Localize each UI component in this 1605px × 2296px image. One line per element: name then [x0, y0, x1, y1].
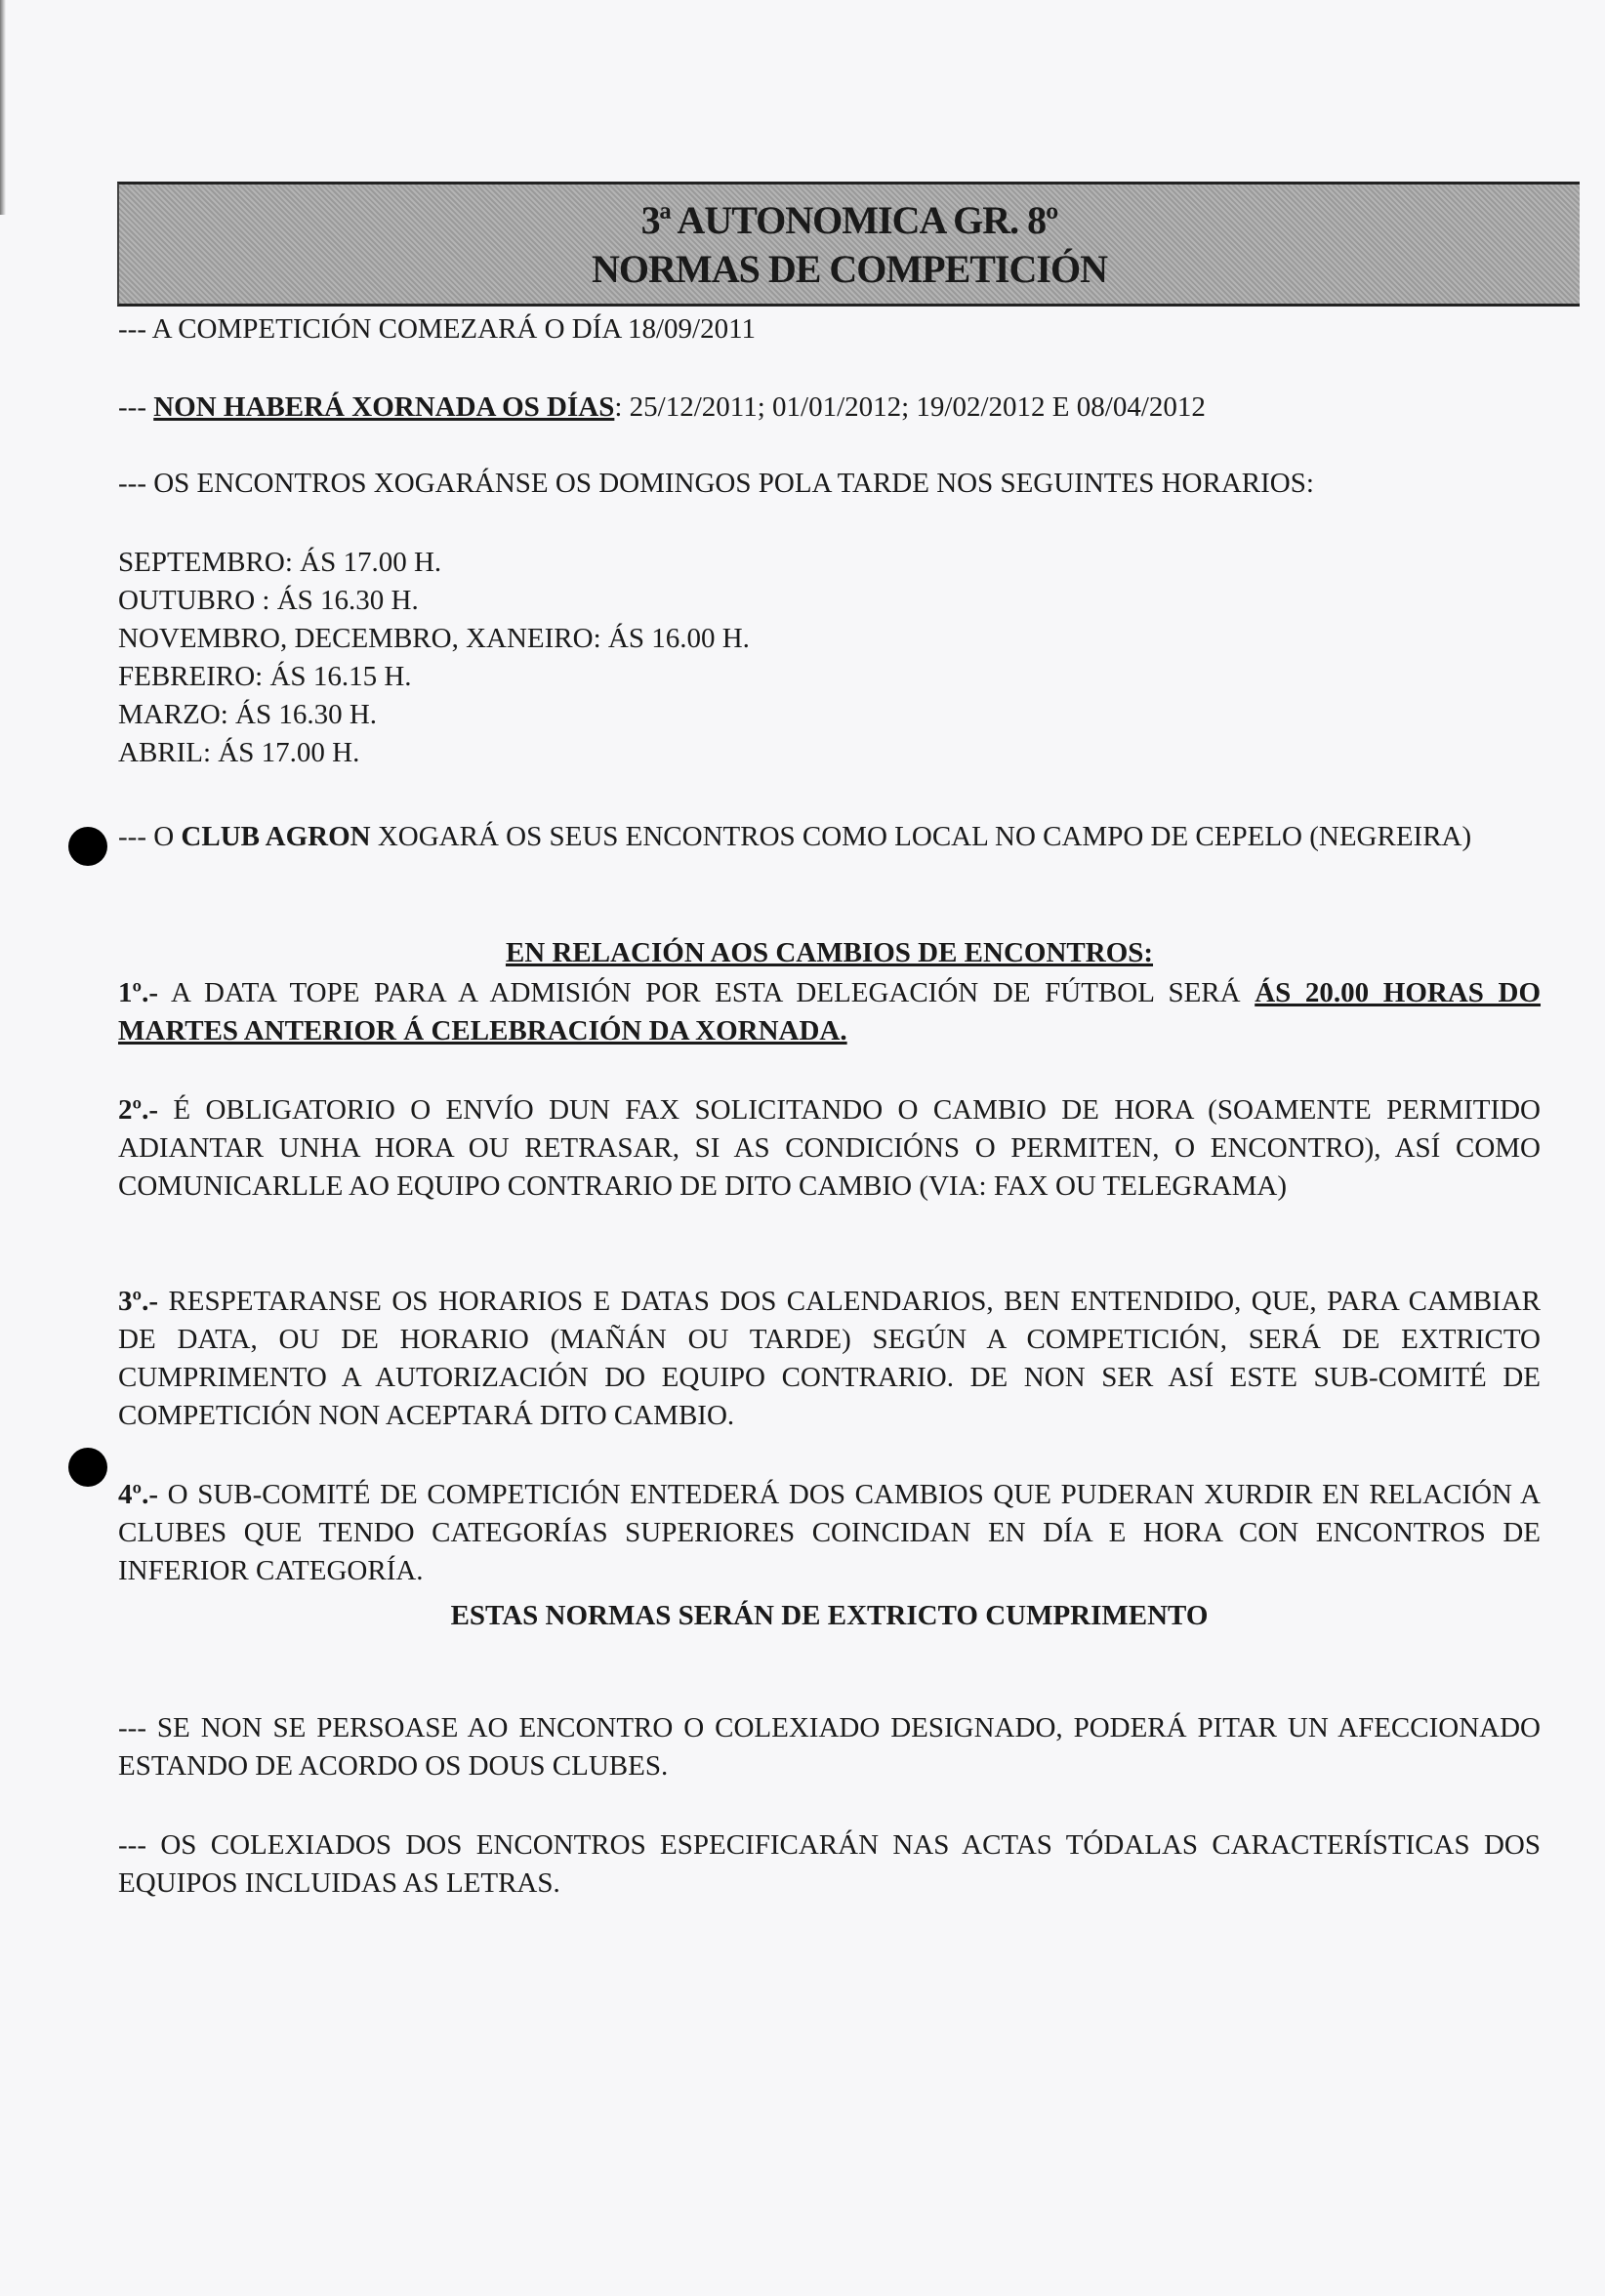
referee-absent-rule: --- SE NON SE PERSOASE AO ENCONTRO O COLEXIADO DESIGNADO, PODERÁ PITAR UN AFECCIONADO ESTANDO DE ACORDO OS DOUS CLUBES. — [118, 1712, 1541, 1782]
rule-number: 4º.- — [118, 1479, 158, 1510]
rule-3 — [118, 1283, 1541, 1435]
rule-emphasis: ÁS 20.00 HORAS DO MARTES ANTERIOR Á CELEBRACIÓN DA XORNADA. — [118, 977, 1542, 1046]
rule-text: O SUB-COMITÉ DE COMPETICIÓN ENTEDERÁ DOS CAMBIOS QUE PUDERAN XURDIR EN RELACIÓN A CLUBES QUE TENDO CATEGORÍAS SUPERIORES COINCIDAN EN DÍA E HORA CON ENCONTROS DE INFERIOR CATEGORÍA. — [118, 1479, 1541, 1586]
rule-number: 2º.- — [118, 1094, 158, 1126]
rule-1 — [118, 974, 1541, 1050]
rule-number: 3º.- — [118, 1286, 158, 1317]
rule-2 — [118, 1091, 1541, 1206]
rule-number: 1º.- — [118, 977, 158, 1008]
schedule-item: NOVEMBRO, DECEMBRO, XANEIRO: ÁS 16.00 H. — [118, 623, 750, 654]
document-header — [117, 182, 1580, 307]
closing-text: ESTAS NORMAS SERÁN DE EXTRICTO CUMPRIMENTO — [450, 1600, 1209, 1631]
club-venue-text: XOGARÁ OS SEUS ENCONTROS COMO LOCAL NO CAMPO DE CEPELO (NEGREIRA) — [370, 821, 1472, 852]
rule-text: RESPETARANSE OS HORARIOS E DATAS DOS CALENDARIOS, BEN ENTENDIDO, QUE, PARA CAMBIAR DE DATA, OU DE HORARIO (MAÑÁN OU TARDE) SEGÚN A COMPETICIÓN, SERÁ DE EXTRICTO CUMPRIMENTO A AUTORIZACIÓN DO EQUIPO CONTRARIO. DE NON SER ASÍ ESTE SUB-COMITÉ DE COMPETICIÓN NON ACEPTARÁ DITO CAMBIO. — [118, 1286, 1541, 1431]
schedule-list — [118, 544, 1541, 772]
dash-prefix: --- O — [118, 821, 182, 852]
dash-prefix: --- — [118, 313, 152, 345]
schedule-intro: --- OS ENCONTROS XOGARÁNSE OS DOMINGOS POLA TARDE NOS SEGUINTES HORARIOS: — [118, 468, 1314, 499]
schedule-item: SEPTEMBRO: ÁS 17.00 H. — [118, 547, 442, 578]
schedule-item: ABRIL: ÁS 17.00 H. — [118, 737, 360, 768]
club-venue — [118, 818, 1541, 856]
header-title-line1: 3ª AUTONOMICA GR. 8º — [640, 198, 1058, 242]
rule-4 — [118, 1476, 1541, 1590]
changes-heading — [118, 934, 1541, 972]
header-title-line2: NORMAS DE COMPETICIÓN — [592, 247, 1107, 291]
club-name: CLUB AGRON — [181, 821, 371, 852]
changes-heading-text: EN RELACIÓN AOS CAMBIOS DE ENCONTROS: — [505, 937, 1154, 968]
no-matchday-label: NON HABERÁ XORNADA OS DÍAS — [153, 391, 615, 423]
punch-hole-mark — [68, 827, 107, 866]
no-matchday-dates-text: : 25/12/2011; 01/01/2012; 19/02/2012 E 08/04/2012 — [614, 391, 1206, 423]
schedule-item: OUTUBRO : ÁS 16.30 H. — [118, 585, 419, 616]
punch-hole-mark — [68, 1448, 107, 1487]
rule-text: A DATA TOPE PARA A ADMISIÓN POR ESTA DELEGACIÓN DE FÚTBOL SERÁ — [157, 977, 1255, 1008]
schedule-item: FEBREIRO: ÁS 16.15 H. — [118, 661, 412, 692]
referee-report-rule: --- OS COLEXIADOS DOS ENCONTROS ESPECIFICARÁN NAS ACTAS TÓDALAS CARACTERÍSTICAS DOS EQUIPOS INCLUIDAS AS LETRAS. — [118, 1829, 1541, 1899]
rule-text: É OBLIGATORIO O ENVÍO DUN FAX SOLICITANDO O CAMBIO DE HORA (SOAMENTE PERMITIDO ADIANTAR UNHA HORA OU RETRASAR, SI AS CONDICIÓNS O PERMITEN, O ENCONTRO), ASÍ COMO COMUNICARLLE AO EQUIPO CONTRARIO DE DITO CAMBIO (VIA: FAX OU TELEGRAMA) — [118, 1094, 1541, 1202]
scan-edge-shadow — [0, 0, 6, 215]
no-matchday-dates — [118, 389, 1541, 427]
competition-start — [118, 310, 1541, 348]
schedule-item: MARZO: ÁS 16.30 H. — [118, 699, 378, 730]
dash-prefix: --- — [118, 391, 154, 423]
closing-statement — [118, 1597, 1541, 1635]
start-text: A COMPETICIÓN COMEZARÁ O DÍA 18/09/2011 — [151, 313, 757, 345]
